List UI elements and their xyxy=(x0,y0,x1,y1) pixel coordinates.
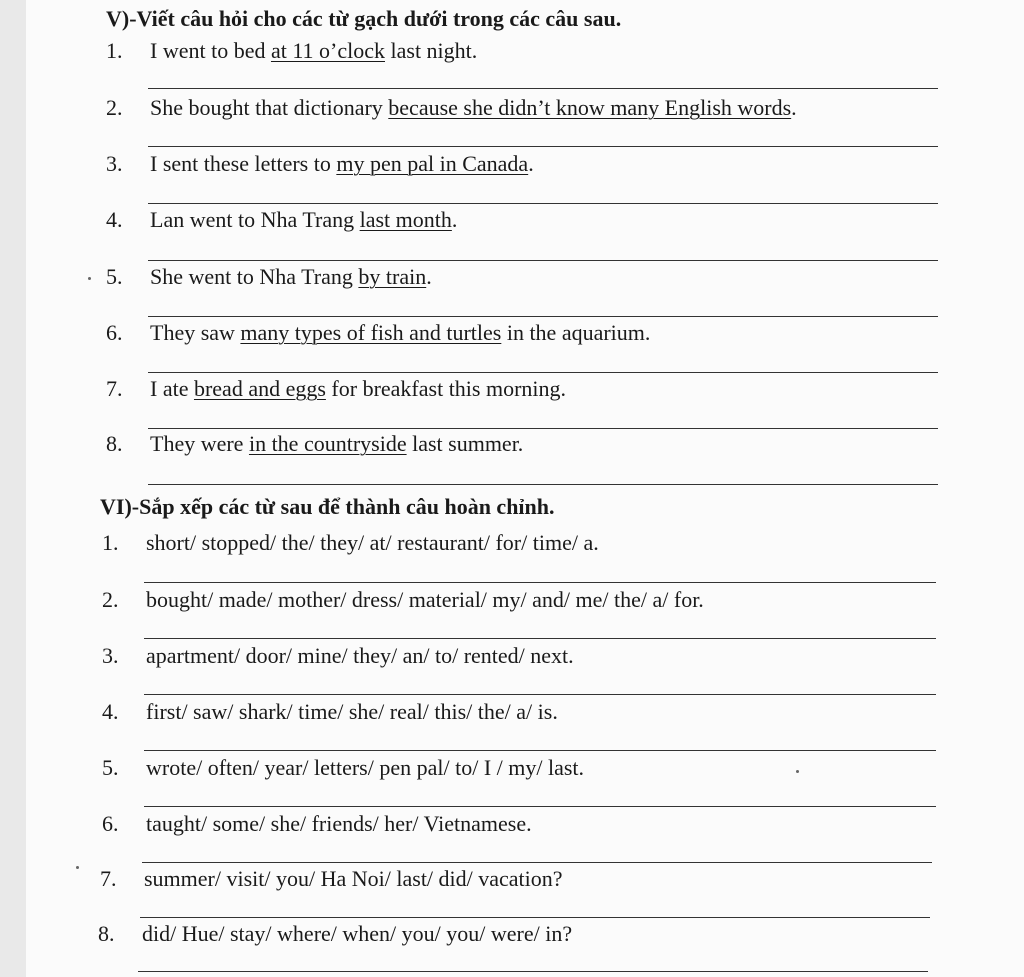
section-6-item-7 xyxy=(100,866,563,892)
underlined-phrase: last month xyxy=(359,207,452,232)
answer-line[interactable] xyxy=(148,88,938,89)
sentence-text: . xyxy=(426,264,432,289)
section-6-title: VI)-Sắp xếp các từ sau để thành câu hoàn chỉnh. xyxy=(100,494,555,519)
section-5-item-5 xyxy=(106,264,432,290)
sentence-text: in the aquarium. xyxy=(501,320,651,345)
item-number: 4. xyxy=(102,699,119,724)
sentence-text: I ate xyxy=(150,376,194,401)
answer-line[interactable] xyxy=(148,372,938,373)
answer-line[interactable] xyxy=(148,316,938,317)
underlined-phrase: bread and eggs xyxy=(193,376,326,401)
item-number: 8. xyxy=(106,431,123,456)
answer-line[interactable] xyxy=(148,203,938,204)
sentence-text: first/ saw/ shark/ time/ she/ real/ this/ the/ a/ is. xyxy=(146,699,558,724)
sentence-text: taught/ some/ she/ friends/ her/ Vietnamese. xyxy=(146,811,532,836)
answer-line[interactable] xyxy=(138,971,928,972)
section-5-item-8 xyxy=(106,431,523,457)
sentence-text: bought/ made/ mother/ dress/ material/ my/ and/ me/ the/ a/ for. xyxy=(146,587,704,612)
section-6-item-2 xyxy=(102,587,704,613)
answer-line[interactable] xyxy=(148,428,938,429)
item-number: 2. xyxy=(106,95,123,120)
item-number: 2. xyxy=(102,587,119,612)
section-6-item-8 xyxy=(98,921,572,947)
sentence-text: apartment/ door/ mine/ they/ an/ to/ rented/ next. xyxy=(146,643,574,668)
sentence-text: She bought that dictionary xyxy=(150,95,389,120)
section-5-title: V)-Viết câu hỏi cho các từ gạch dưới trong các câu sau. xyxy=(106,6,622,31)
sentence-text: . xyxy=(451,207,458,232)
section-5-item-4 xyxy=(106,207,457,233)
item-number: 3. xyxy=(102,643,119,668)
answer-line[interactable] xyxy=(144,806,936,807)
underlined-phrase: because she didn’t know many English words xyxy=(388,95,792,120)
item-number: 6. xyxy=(106,320,123,345)
answer-line[interactable] xyxy=(148,260,938,261)
sentence-text: . xyxy=(528,151,534,176)
answer-line[interactable] xyxy=(148,146,938,147)
sentence-text: They saw xyxy=(150,320,241,345)
sentence-text: wrote/ often/ year/ letters/ pen pal/ to/ I / my/ last. xyxy=(146,755,585,780)
sentence-text: I sent these letters to xyxy=(150,151,337,176)
sentence-text: summer/ visit/ you/ Ha Noi/ last/ did/ vacation? xyxy=(144,866,563,891)
answer-line[interactable] xyxy=(148,484,938,485)
worksheet-page xyxy=(26,0,1024,977)
item-number: 5. xyxy=(106,264,123,289)
underlined-phrase: by train xyxy=(358,264,427,289)
section-5-item-7 xyxy=(106,376,566,402)
sentence-text: She went to Nha Trang xyxy=(150,264,359,289)
section-6-item-6 xyxy=(102,811,532,837)
underlined-phrase: in the countryside xyxy=(248,431,407,456)
answer-line[interactable] xyxy=(144,638,936,639)
sentence-text: They were xyxy=(150,431,249,456)
sentence-text: short/ stopped/ the/ they/ at/ restaurant/ for/ time/ a. xyxy=(146,530,599,555)
sentence-text: I went to bed xyxy=(150,38,271,63)
underlined-phrase: many types of fish and turtles xyxy=(240,320,502,345)
scan-speck xyxy=(88,277,91,280)
item-number: 7. xyxy=(106,376,123,401)
item-number: 5. xyxy=(102,755,119,780)
underlined-phrase: my pen pal in Canada xyxy=(336,151,529,176)
sentence-text: last night. xyxy=(385,38,478,63)
item-number: 3. xyxy=(106,151,123,176)
item-number: 1. xyxy=(102,530,119,555)
scan-speck xyxy=(76,866,79,869)
sentence-text: Lan went to Nha Trang xyxy=(150,207,360,232)
item-number: 6. xyxy=(102,811,119,836)
section-6-item-5 xyxy=(102,755,584,781)
answer-line[interactable] xyxy=(140,917,930,918)
item-number: 1. xyxy=(106,38,123,63)
section-6-item-3 xyxy=(102,643,574,669)
item-number: 7. xyxy=(100,866,117,891)
section-5-item-2 xyxy=(106,95,797,121)
answer-line[interactable] xyxy=(142,862,932,863)
answer-line[interactable] xyxy=(144,582,936,583)
answer-line[interactable] xyxy=(144,750,936,751)
underlined-phrase: at 11 o’clock xyxy=(270,38,385,63)
item-number: 8. xyxy=(98,921,115,946)
section-5-item-1 xyxy=(106,38,477,64)
sentence-text: for breakfast this morning. xyxy=(325,376,567,401)
answer-line[interactable] xyxy=(144,694,936,695)
item-number: 4. xyxy=(106,207,123,232)
section-6-item-1 xyxy=(102,530,599,556)
section-5-item-6 xyxy=(106,320,650,346)
section-6-item-4 xyxy=(102,699,558,725)
section-5-item-3 xyxy=(106,151,534,177)
scan-speck xyxy=(796,770,799,773)
sentence-text: . xyxy=(791,95,797,120)
sentence-text: last summer. xyxy=(406,431,524,456)
sentence-text: did/ Hue/ stay/ where/ when/ you/ you/ were/ in? xyxy=(142,921,573,946)
